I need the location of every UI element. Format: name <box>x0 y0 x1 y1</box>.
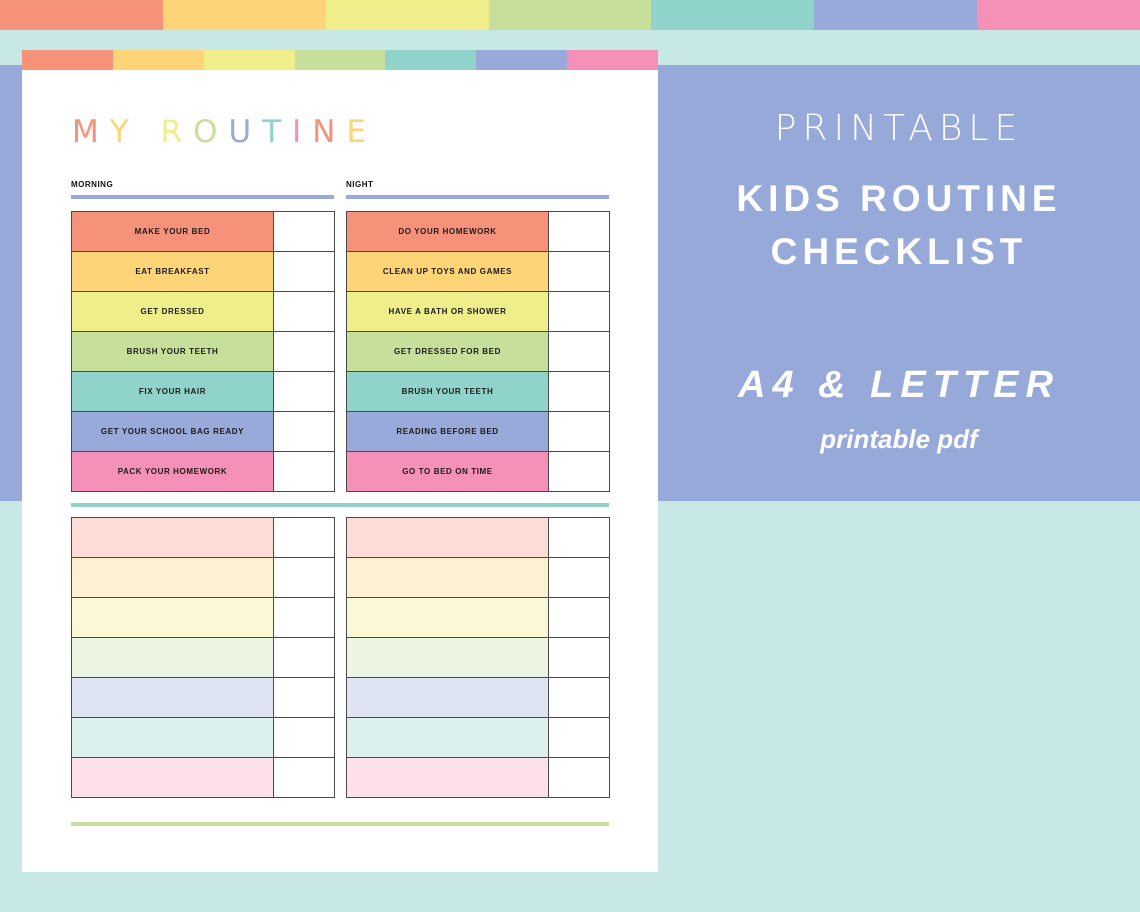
checkbox-cell[interactable] <box>549 332 610 372</box>
title-letter: O <box>193 114 229 150</box>
checklist-row <box>72 212 335 252</box>
blank-task-cell <box>347 758 549 798</box>
checkbox-cell[interactable] <box>274 518 335 558</box>
checkbox-cell[interactable] <box>549 518 610 558</box>
top-stripe-segment <box>814 0 977 30</box>
checkbox-cell[interactable] <box>274 212 335 252</box>
checkbox-cell[interactable] <box>549 452 610 492</box>
checklist-row <box>347 292 610 332</box>
blank-task-cell <box>347 558 549 598</box>
checkbox-cell[interactable] <box>549 292 610 332</box>
checkbox-cell[interactable] <box>274 252 335 292</box>
blank-task-cell <box>72 518 274 558</box>
blank-morning-checklist <box>71 517 335 798</box>
top-color-stripe <box>0 0 1140 30</box>
top-stripe-segment <box>651 0 814 30</box>
checklist-row <box>347 758 610 798</box>
checkbox-cell[interactable] <box>549 558 610 598</box>
task-label: BRUSH YOUR TEETH <box>72 332 274 372</box>
sheet-stripe-segment <box>295 50 386 70</box>
product-headline <box>658 172 1140 278</box>
checklist-row <box>347 638 610 678</box>
morning-rule <box>71 195 334 199</box>
top-stripe-segment <box>163 0 326 30</box>
title-letter: M <box>72 114 110 150</box>
sheet-stripe-segment <box>385 50 476 70</box>
task-label: GO TO BED ON TIME <box>347 452 549 492</box>
task-label: EAT BREAKFAST <box>72 252 274 292</box>
night-rule <box>346 195 609 199</box>
morning-checklist <box>71 211 335 492</box>
task-label: FIX YOUR HAIR <box>72 372 274 412</box>
checklist-row <box>347 518 610 558</box>
checklist-row <box>72 292 335 332</box>
task-label: GET YOUR SCHOOL BAG READY <box>72 412 274 452</box>
task-label: CLEAN UP TOYS AND GAMES <box>347 252 549 292</box>
blank-task-cell <box>72 558 274 598</box>
checklist-row <box>72 372 335 412</box>
title-letter: I <box>292 114 313 150</box>
checkbox-cell[interactable] <box>274 558 335 598</box>
checklist-row <box>72 638 335 678</box>
blank-night-checklist <box>346 517 610 798</box>
checkbox-cell[interactable] <box>274 598 335 638</box>
task-label: DO YOUR HOMEWORK <box>347 212 549 252</box>
sheet-stripe-segment <box>22 50 113 70</box>
top-stripe-segment <box>326 0 489 30</box>
checkbox-cell[interactable] <box>549 718 610 758</box>
blank-task-cell <box>347 598 549 638</box>
checklist-row <box>72 518 335 558</box>
sheet-stripe-segment <box>476 50 567 70</box>
title-letter: U <box>228 114 263 150</box>
checklist-row <box>347 558 610 598</box>
checkbox-cell[interactable] <box>549 758 610 798</box>
checkbox-cell[interactable] <box>274 372 335 412</box>
checklist-row <box>72 558 335 598</box>
checklist-row <box>347 332 610 372</box>
headline-line-2: CHECKLIST <box>770 231 1028 272</box>
task-label: HAVE A BATH OR SHOWER <box>347 292 549 332</box>
checkbox-cell[interactable] <box>274 678 335 718</box>
checklist-row <box>347 598 610 638</box>
checkbox-cell[interactable] <box>274 332 335 372</box>
checklist-row <box>72 758 335 798</box>
task-label: PACK YOUR HOMEWORK <box>72 452 274 492</box>
title-letter: T <box>262 114 293 150</box>
blank-task-cell <box>72 718 274 758</box>
middle-rule <box>71 503 609 507</box>
routine-title <box>72 114 377 150</box>
printable-sheet <box>22 50 658 872</box>
title-letter: E <box>346 114 378 150</box>
checklist-row <box>347 718 610 758</box>
task-label: MAKE YOUR BED <box>72 212 274 252</box>
checkbox-cell[interactable] <box>274 452 335 492</box>
blank-task-cell <box>72 758 274 798</box>
top-stripe-segment <box>977 0 1140 30</box>
task-label: BRUSH YOUR TEETH <box>347 372 549 412</box>
checkbox-cell[interactable] <box>549 372 610 412</box>
sheet-color-stripe <box>22 50 658 70</box>
checklist-row <box>347 412 610 452</box>
night-label: NIGHT <box>346 180 374 189</box>
night-checklist <box>346 211 610 492</box>
checkbox-cell[interactable] <box>549 252 610 292</box>
blank-task-cell <box>72 598 274 638</box>
file-type-label: printable pdf <box>820 424 978 454</box>
top-stripe-segment <box>0 0 163 30</box>
blank-task-cell <box>347 718 549 758</box>
checklist-row <box>72 412 335 452</box>
blank-task-cell <box>72 638 274 678</box>
sheet-stripe-segment <box>113 50 204 70</box>
blank-task-cell <box>347 518 549 558</box>
checklist-row <box>72 678 335 718</box>
checkbox-cell[interactable] <box>549 678 610 718</box>
checklist-row <box>347 372 610 412</box>
checkbox-cell[interactable] <box>549 212 610 252</box>
checklist-row <box>72 452 335 492</box>
checkbox-cell[interactable] <box>274 292 335 332</box>
top-stripe-segment <box>489 0 652 30</box>
checklist-row <box>347 252 610 292</box>
task-label: GET DRESSED FOR BED <box>347 332 549 372</box>
checkbox-cell[interactable] <box>549 412 610 452</box>
checklist-row <box>72 332 335 372</box>
title-letter: Y <box>109 114 140 150</box>
checklist-row <box>72 252 335 292</box>
blank-task-cell <box>72 678 274 718</box>
checklist-row <box>72 718 335 758</box>
title-letter: N <box>312 114 347 150</box>
checklist-row <box>347 678 610 718</box>
checkbox-cell[interactable] <box>549 638 610 678</box>
sheet-stripe-segment <box>567 50 658 70</box>
task-label: GET DRESSED <box>72 292 274 332</box>
blank-task-cell <box>347 638 549 678</box>
sheet-stripe-segment <box>204 50 295 70</box>
checkbox-cell[interactable] <box>274 638 335 678</box>
checkbox-cell[interactable] <box>549 598 610 638</box>
title-letter: R <box>160 114 194 150</box>
checklist-row <box>347 452 610 492</box>
checklist-row <box>347 212 610 252</box>
checklist-row <box>72 598 335 638</box>
printable-heading: PRINTABLE <box>774 108 1024 149</box>
checkbox-cell[interactable] <box>274 412 335 452</box>
format-label: A4 & LETTER <box>738 364 1060 406</box>
task-label: READING BEFORE BED <box>347 412 549 452</box>
title-letter <box>140 114 161 150</box>
headline-line-1: KIDS ROUTINE <box>736 178 1062 219</box>
blank-task-cell <box>347 678 549 718</box>
checkbox-cell[interactable] <box>274 758 335 798</box>
morning-label: MORNING <box>71 180 114 189</box>
checkbox-cell[interactable] <box>274 718 335 758</box>
bottom-rule <box>71 822 609 826</box>
